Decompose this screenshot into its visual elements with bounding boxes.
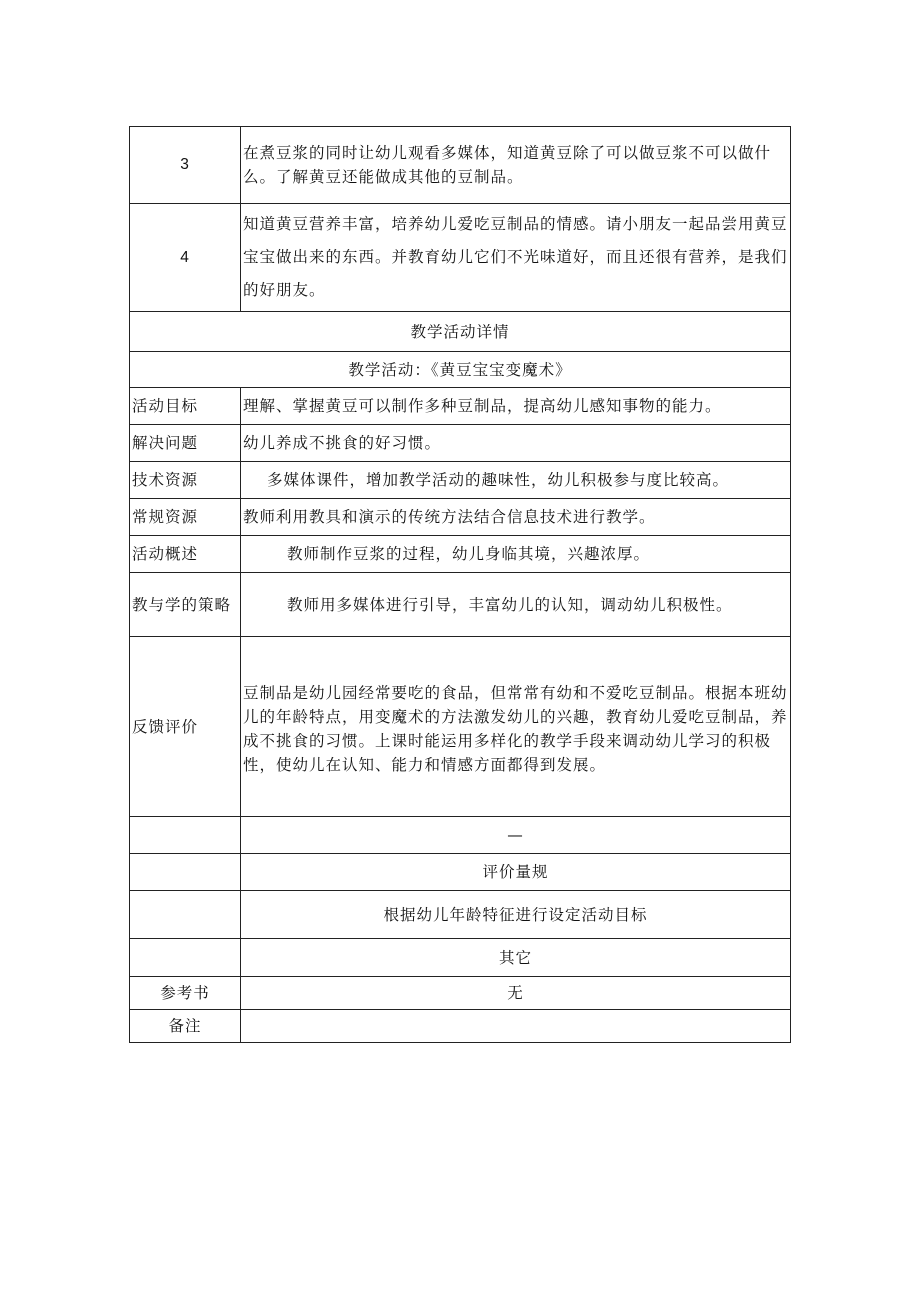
step-row bbox=[130, 127, 791, 204]
other-row bbox=[130, 939, 791, 977]
detail-label: 技术资源 bbox=[130, 462, 241, 499]
feedback-row bbox=[130, 637, 791, 817]
detail-value: 教师制作豆浆的过程，幼儿身临其境，兴趣浓厚。 bbox=[241, 536, 791, 573]
lesson-plan-table bbox=[129, 126, 791, 1043]
rubric-text-row bbox=[130, 891, 791, 939]
detail-label: 解决问题 bbox=[130, 425, 241, 462]
detail-row bbox=[130, 536, 791, 573]
dash-mark: — bbox=[241, 817, 791, 854]
rubric-title: 评价量规 bbox=[241, 854, 791, 891]
detail-row bbox=[130, 499, 791, 536]
notes-value bbox=[241, 1010, 791, 1043]
detail-value: 理解、掌握黄豆可以制作多种豆制品，提高幼儿感知事物的能力。 bbox=[241, 388, 791, 425]
detail-row bbox=[130, 388, 791, 425]
reference-value: 无 bbox=[241, 977, 791, 1010]
detail-label: 常规资源 bbox=[130, 499, 241, 536]
empty-cell bbox=[130, 817, 241, 854]
step-text: 知道黄豆营养丰富，培养幼儿爱吃豆制品的情感。请小朋友一起品尝用黄豆宝宝做出来的东西。并教育幼儿它们不光味道好，而且还很有营养，是我们的好朋友。 bbox=[241, 204, 791, 312]
step-number: 4 bbox=[130, 204, 241, 312]
other-title: 其它 bbox=[241, 939, 791, 977]
feedback-label: 反馈评价 bbox=[130, 637, 241, 817]
detail-row bbox=[130, 573, 791, 637]
empty-cell bbox=[130, 854, 241, 891]
empty-cell bbox=[130, 939, 241, 977]
detail-row bbox=[130, 462, 791, 499]
reference-label: 参考书 bbox=[130, 977, 241, 1010]
notes-row bbox=[130, 1010, 791, 1043]
activity-title: 教学活动：《黄豆宝宝变魔术》 bbox=[130, 352, 791, 388]
rubric-text: 根据幼儿年龄特征进行设定活动目标 bbox=[241, 891, 791, 939]
reference-row bbox=[130, 977, 791, 1010]
section-title-row bbox=[130, 312, 791, 352]
detail-label: 活动概述 bbox=[130, 536, 241, 573]
step-text: 在煮豆浆的同时让幼儿观看多媒体，知道黄豆除了可以做豆浆不可以做什么。了解黄豆还能做成其他的豆制品。 bbox=[241, 127, 791, 204]
step-row bbox=[130, 204, 791, 312]
step-number: 3 bbox=[130, 127, 241, 204]
detail-label: 教与学的策略 bbox=[130, 573, 241, 637]
detail-value: 多媒体课件，增加教学活动的趣味性，幼儿积极参与度比较高。 bbox=[241, 462, 791, 499]
detail-value: 教师利用教具和演示的传统方法结合信息技术进行教学。 bbox=[241, 499, 791, 536]
activity-title-row bbox=[130, 352, 791, 388]
detail-value: 幼儿养成不挑食的好习惯。 bbox=[241, 425, 791, 462]
empty-cell bbox=[130, 891, 241, 939]
detail-label: 活动目标 bbox=[130, 388, 241, 425]
notes-label: 备注 bbox=[130, 1010, 241, 1043]
detail-value: 教师用多媒体进行引导，丰富幼儿的认知，调动幼儿积极性。 bbox=[241, 573, 791, 637]
rubric-title-row bbox=[130, 854, 791, 891]
section-title: 教学活动详情 bbox=[130, 312, 791, 352]
detail-row bbox=[130, 425, 791, 462]
dash-row bbox=[130, 817, 791, 854]
feedback-text: 豆制品是幼儿园经常要吃的食品，但常常有幼和不爱吃豆制品。根据本班幼儿的年龄特点，用变魔术的方法激发幼儿的兴趣，教育幼儿爱吃豆制品，养成不挑食的习惯。上课时能运用多样化的教学手段来调动幼儿学习的积极性，使幼儿在认知、能力和情感方面都得到发展。 bbox=[241, 637, 791, 817]
